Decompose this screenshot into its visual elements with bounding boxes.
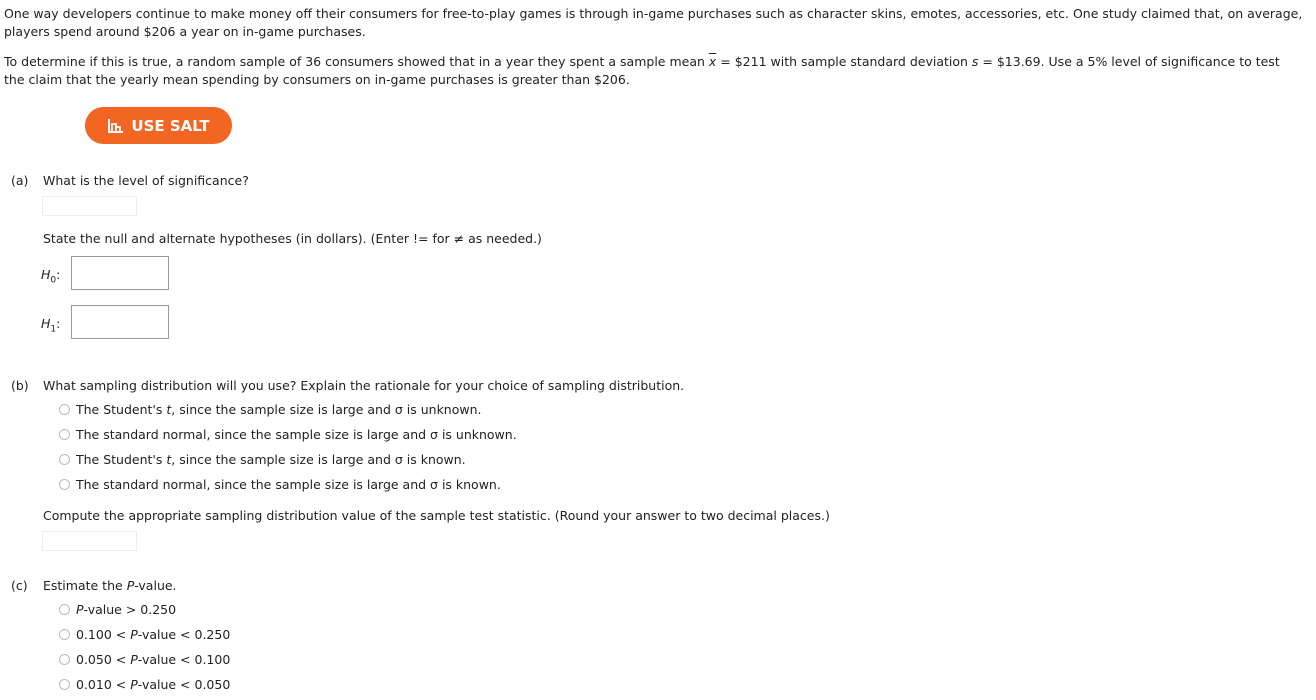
hypotheses-instruction: State the null and alternate hypotheses (in dollars). (Enter != for ≠ as needed.) bbox=[43, 231, 542, 246]
xbar-symbol: $\overline{x}$ bbox=[708, 54, 717, 69]
radio-button[interactable] bbox=[59, 654, 70, 665]
h1-letter: H bbox=[41, 316, 51, 331]
significance-input[interactable] bbox=[42, 196, 137, 216]
radio-button[interactable] bbox=[59, 679, 70, 690]
details-text-c: = $13.69. Use a 5% level of significance to test the claim that the yearly mean spending by consumers on in-game purchases is greater than $206. bbox=[4, 54, 1280, 87]
option-text: P-value > 0.250 bbox=[76, 602, 177, 617]
option-text: The standard normal, since the sample size is large and σ is known. bbox=[76, 477, 501, 492]
use-salt-button[interactable] bbox=[85, 107, 232, 144]
part-a-label: (a) bbox=[11, 173, 29, 188]
pvalue-option-2[interactable] bbox=[59, 627, 230, 642]
option-text: 0.050 < P-value < 0.100 bbox=[76, 652, 231, 667]
h1-colon: : bbox=[56, 316, 61, 331]
part-a-question: What is the level of significance? bbox=[43, 173, 249, 188]
radio-button[interactable] bbox=[59, 429, 70, 440]
details-text-a: To determine if this is true, a random sample of 36 consumers showed that in a year they spent a sample mean bbox=[4, 54, 709, 69]
h0-colon: : bbox=[56, 267, 61, 282]
details-text-b: = $211 with sample standard deviation bbox=[716, 54, 972, 69]
compute-instruction: Compute the appropriate sampling distribution value of the sample test statistic. (Round your answer to two decimal places.) bbox=[43, 508, 830, 523]
part-b-question: What sampling distribution will you use? Explain the rationale for your choice of sampling distribution. bbox=[43, 378, 685, 393]
option-text: The standard normal, since the sample size is large and σ is unknown. bbox=[76, 427, 517, 442]
part-c-question: Estimate the P-value. bbox=[43, 578, 177, 593]
part-b-label: (b) bbox=[11, 378, 29, 393]
h1-subscript: 1 bbox=[50, 324, 57, 335]
radio-button[interactable] bbox=[59, 629, 70, 640]
option-text: The Student's t, since the sample size is large and σ is known. bbox=[76, 452, 466, 467]
sampling-option-2[interactable] bbox=[59, 427, 517, 442]
option-text: 0.100 < P-value < 0.250 bbox=[76, 627, 231, 642]
h1-input[interactable] bbox=[71, 305, 169, 339]
option-text: 0.010 < P-value < 0.050 bbox=[76, 677, 231, 692]
part-c-label: (c) bbox=[11, 578, 28, 593]
problem-details bbox=[4, 53, 1304, 89]
sampling-option-4[interactable] bbox=[59, 477, 501, 492]
h1-label bbox=[41, 316, 60, 335]
use-salt-label: USE SALT bbox=[131, 116, 210, 135]
h0-input[interactable] bbox=[71, 256, 169, 290]
radio-button[interactable] bbox=[59, 604, 70, 615]
h0-label bbox=[41, 267, 60, 286]
pvalue-option-1[interactable] bbox=[59, 602, 176, 617]
test-statistic-input[interactable] bbox=[42, 531, 137, 551]
radio-button[interactable] bbox=[59, 454, 70, 465]
sampling-option-3[interactable] bbox=[59, 452, 466, 467]
radio-button[interactable] bbox=[59, 479, 70, 490]
s-symbol: s bbox=[971, 54, 979, 69]
pvalue-option-3[interactable] bbox=[59, 652, 230, 667]
problem-intro: One way developers continue to make money off their consumers for free-to-play games is through in-game purchases such as character skins, emotes, accessories, etc. One study claimed that, on average, players spend around $206 a year on in-game purchases. bbox=[4, 6, 1303, 39]
h0-subscript: 0 bbox=[50, 275, 57, 286]
h0-letter: H bbox=[41, 267, 51, 282]
sampling-option-1[interactable] bbox=[59, 402, 482, 417]
pvalue-option-4[interactable] bbox=[59, 677, 230, 692]
radio-button[interactable] bbox=[59, 404, 70, 415]
salt-chart-icon bbox=[107, 118, 125, 134]
option-text: The Student's t, since the sample size is large and σ is unknown. bbox=[76, 402, 482, 417]
